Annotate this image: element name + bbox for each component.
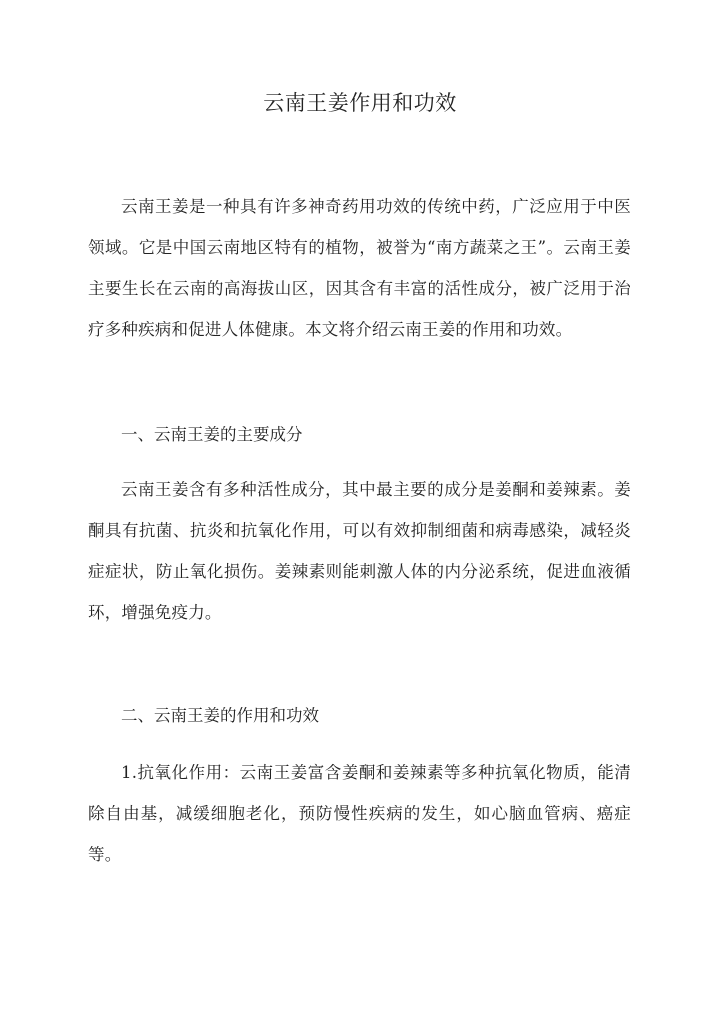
antioxidant-paragraph: 1.抗氧化作用：云南王姜富含姜酮和姜辣素等多种抗氧化物质，能清除自由基，减缓细胞老化，预防慢性疾病的发生，如心脑血管病、癌症等。 xyxy=(88,763,631,864)
section-heading-main-components: 一、云南王姜的主要成分 xyxy=(121,425,303,444)
intro-paragraph: 云南王姜是一种具有许多神奇药用功效的传统中药，广泛应用于中医领域。它是中国云南地区特有的植物，被誉为“南方蔬菜之王”。云南王姜主要生长在云南的高海拔山区，因其含有丰富的活性成分，被广泛用于治疗多种疾病和促进人体健康。本文将介绍云南王姜的作用和功效。 xyxy=(88,197,631,339)
components-paragraph: 云南王姜含有多种活性成分，其中最主要的成分是姜酮和姜辣素。姜酮具有抗菌、抗炎和抗氧化作用，可以有效抑制细菌和病毒感染，减轻炎症症状，防止氧化损伤。姜辣素则能刺激人体的内分泌系统，促进血液循环，增强免疫力。 xyxy=(88,480,631,622)
document-title: 云南王姜作用和功效 xyxy=(263,91,457,115)
section-heading-effects: 二、云南王姜的作用和功效 xyxy=(121,706,319,725)
